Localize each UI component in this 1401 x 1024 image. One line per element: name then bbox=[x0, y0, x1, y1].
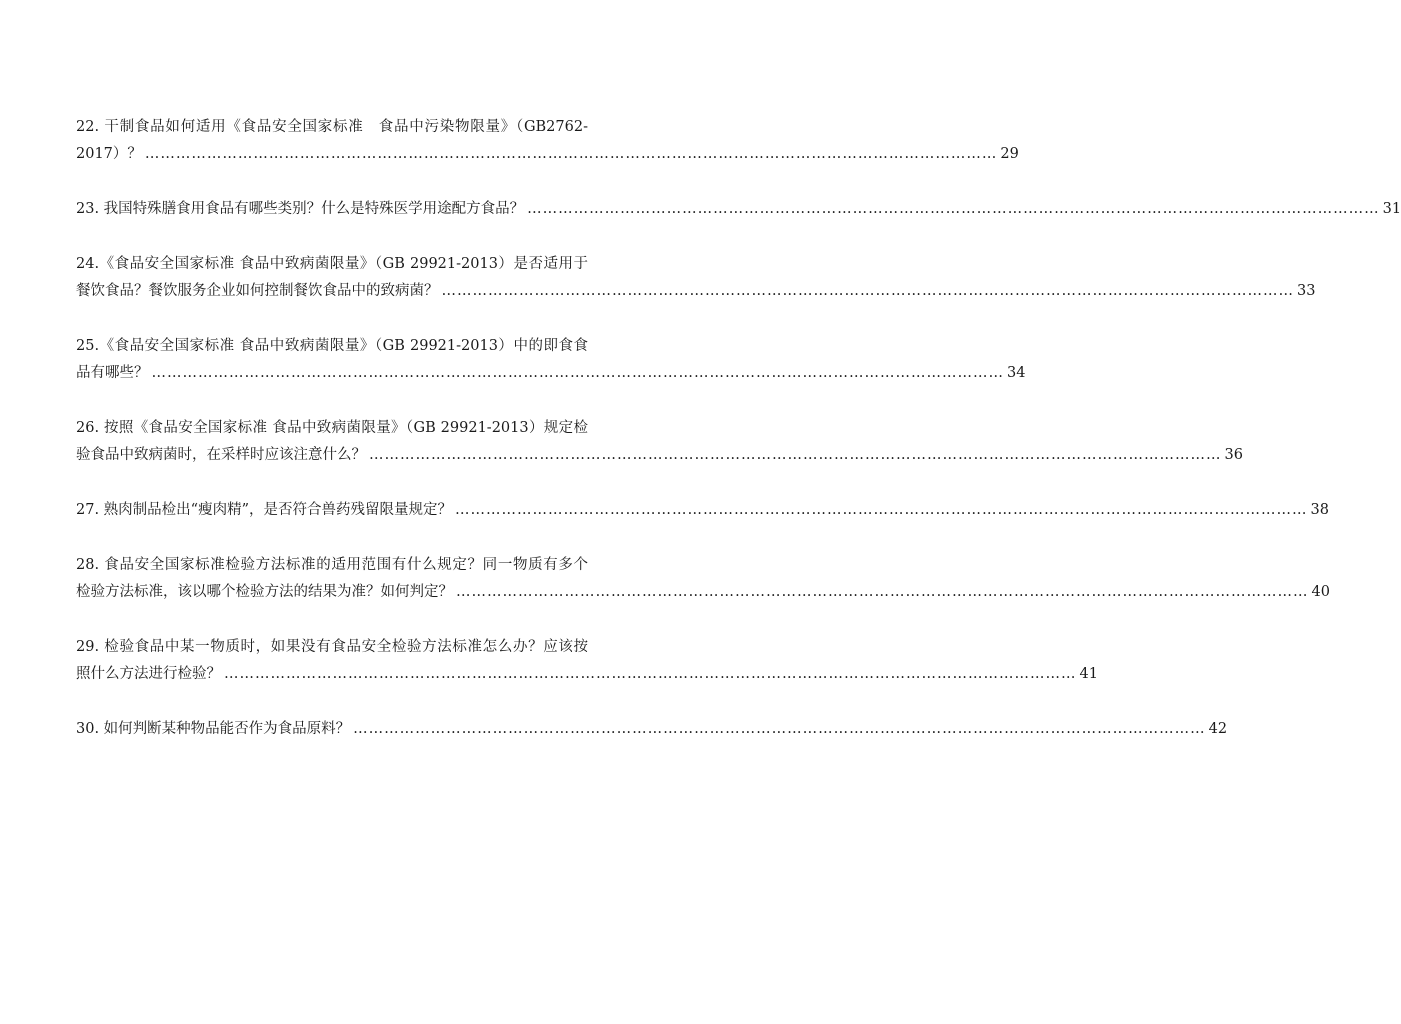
dot-leader: ………………………………………………………………………………………………………………………………………………… bbox=[527, 201, 1380, 217]
toc-entry-last-line bbox=[76, 661, 1098, 688]
toc-entry-title-line: 24.《食品安全国家标准 食品中致病菌限量》（GB 29921-2013）是否适用于 bbox=[76, 256, 588, 272]
toc-entry-title-end: 餐饮食品？餐饮服务企业如何控制餐饮食品中的致病菌？ bbox=[76, 283, 439, 299]
toc-entry-title-end: 检验方法标准，该以哪个检验方法的结果为准？如何判定？ bbox=[76, 584, 453, 600]
toc-entry-last-line bbox=[76, 360, 1026, 387]
dot-leader: ………………………………………………………………………………………………………………………………………………… bbox=[224, 666, 1077, 682]
toc-entry-23[interactable] bbox=[76, 196, 1401, 223]
toc-entry-title-line: 25.《食品安全国家标准 食品中致病菌限量》（GB 29921-2013）中的即食食 bbox=[76, 338, 588, 354]
toc-entry-title-end: 照什么方法进行检验？ bbox=[76, 666, 221, 682]
toc-entry-title-end: 品有哪些？ bbox=[76, 365, 149, 381]
toc-entry-last-line bbox=[76, 196, 1401, 223]
toc-entry-last-line bbox=[76, 141, 1019, 168]
toc-page bbox=[76, 114, 1401, 771]
toc-entry-25[interactable] bbox=[76, 333, 1026, 387]
toc-entry-title: 23. 我国特殊膳食用食品有哪些类别？什么是特殊医学用途配方食品？ bbox=[76, 201, 525, 217]
page-number: 42 bbox=[1208, 721, 1228, 737]
toc-entry-title-line: 26. 按照《食品安全国家标准 食品中致病菌限量》（GB 29921-2013）规定检 bbox=[76, 420, 588, 436]
dot-leader: ………………………………………………………………………………………………………………………………………………… bbox=[369, 447, 1222, 463]
dot-leader: ………………………………………………………………………………………………………………………………………………… bbox=[353, 721, 1206, 737]
page-number: 40 bbox=[1311, 584, 1330, 600]
page-number: 31 bbox=[1382, 201, 1401, 217]
toc-entry-title-line: 29. 检验食品中某一物质时，如果没有食品安全检验方法标准怎么办？应该按 bbox=[76, 639, 588, 655]
toc-entry-last-line bbox=[76, 716, 1228, 743]
page-number: 36 bbox=[1224, 447, 1243, 463]
dot-leader: ………………………………………………………………………………………………………………………………………………… bbox=[455, 502, 1308, 518]
toc-entry-27[interactable] bbox=[76, 497, 1329, 524]
toc-entry-title-end: 验食品中致病菌时，在采样时应该注意什么？ bbox=[76, 447, 366, 463]
toc-entry-title-line: 22. 干制食品如何适用《食品安全国家标准 食品中污染物限量》（GB2762- bbox=[76, 119, 588, 135]
toc-entry-title-line: 28. 食品安全国家标准检验方法标准的适用范围有什么规定？同一物质有多个 bbox=[76, 557, 588, 573]
toc-entry-last-line bbox=[76, 497, 1329, 524]
dot-leader: ………………………………………………………………………………………………………………………………………………… bbox=[441, 283, 1294, 299]
page-number: 33 bbox=[1297, 283, 1316, 299]
toc-entry-28[interactable] bbox=[76, 552, 1330, 606]
page-number: 41 bbox=[1079, 666, 1098, 682]
toc-entry-29[interactable] bbox=[76, 634, 1098, 688]
toc-entry-24[interactable] bbox=[76, 251, 1316, 305]
page-number: 29 bbox=[1000, 146, 1019, 162]
toc-entry-26[interactable] bbox=[76, 415, 1243, 469]
toc-entry-last-line bbox=[76, 278, 1316, 305]
dot-leader: ………………………………………………………………………………………………………………………………………………… bbox=[151, 365, 1004, 381]
toc-entry-22[interactable] bbox=[76, 114, 1019, 168]
toc-entry-title: 30. 如何判断某种物品能否作为食品原料？ bbox=[76, 721, 351, 737]
toc-entry-title: 27. 熟肉制品检出“瘦肉精”，是否符合兽药残留限量规定？ bbox=[76, 502, 452, 518]
toc-entry-30[interactable] bbox=[76, 716, 1228, 743]
page-number: 34 bbox=[1007, 365, 1026, 381]
toc-entry-last-line bbox=[76, 579, 1330, 606]
toc-entry-title-end: 2017）？ bbox=[76, 146, 142, 162]
dot-leader: ………………………………………………………………………………………………………………………………………………… bbox=[456, 584, 1309, 600]
toc-entry-last-line bbox=[76, 442, 1243, 469]
dot-leader: ………………………………………………………………………………………………………………………………………………… bbox=[144, 146, 998, 162]
page-number: 38 bbox=[1310, 502, 1329, 518]
